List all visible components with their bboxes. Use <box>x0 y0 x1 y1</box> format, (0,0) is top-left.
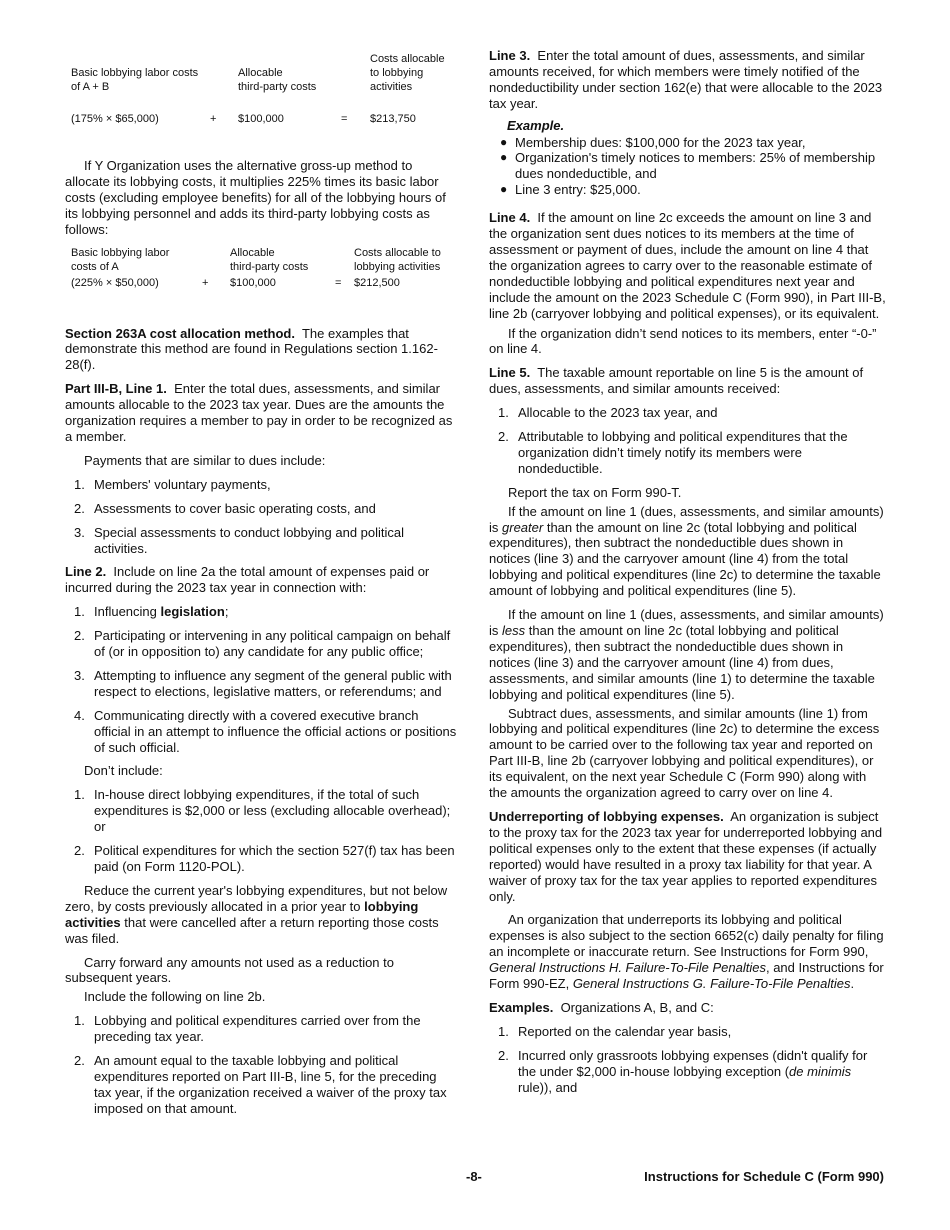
list-item: 4. Communicating directly with a covered executive branch official in an attempt to influence the official actions or positions of such official. <box>74 707 457 755</box>
example-heading: Example. <box>507 117 565 133</box>
greater-paragraph: If the amount on line 1 (dues, assessments, and similar amounts) is greater than the amount on line 2c (total lobbying and political expenditures), then subtract the nondeductible dues shown in notices (line 3) and the carryover amount (line 4) from the total lobbying and political expenditures (line 2c) to determine the taxable amount of lobbying and political expenditures (line 5). <box>489 503 884 599</box>
list-item: 1. In-house direct lobbying expenditures, if the total of such expenditures is $2,000 or less (excluding allocable overhead); or <box>74 787 451 835</box>
section-263a-paragraph <box>65 326 457 374</box>
list-item: ● Line 3 entry: $25,000. <box>500 182 641 198</box>
list-item: 1. Members' voluntary payments, <box>74 476 271 492</box>
table2-col1-line2: costs of A <box>71 260 119 273</box>
cost-table-2 <box>65 246 457 306</box>
line4-heading: Line 4. <box>489 210 531 226</box>
line2-paragraph <box>65 564 457 596</box>
table1-col3-line2: to lobbying <box>370 67 424 79</box>
list-item: 2. An amount equal to the taxable lobbying and political expenditures reported on Part III-B, line 5, for the preceding tax year, if the organization received a waiver of the proxy tax imposed on that amount. <box>74 1053 447 1116</box>
examples-heading: Examples. <box>489 999 554 1015</box>
list-item: 2. Assessments to cover basic operating costs, and <box>74 500 376 516</box>
table1-col1-line2: of A + B <box>71 81 110 93</box>
list-item: 3. Attempting to influence any segment of the general public with respect to elections, legislative matters, or referendums; and <box>74 667 452 699</box>
table1-value-3: $213,750 <box>370 113 416 125</box>
line2-heading: Line 2. <box>65 564 107 580</box>
underreporting-paragraph <box>489 809 887 904</box>
table2-col2-line2: third-party costs <box>230 260 309 273</box>
include-list <box>65 1013 457 1116</box>
examples-body: Organizations A, B, and C: <box>560 999 714 1015</box>
table2-col1-line1: Basic lobbying labor <box>71 246 170 259</box>
table2-col3-line1: Costs allocable to <box>354 246 441 259</box>
table2-col2-line1: Allocable <box>230 246 275 259</box>
table1-value-2: $100,000 <box>238 113 284 125</box>
report-tax-text: Report the tax on Form 990-T. <box>508 484 682 500</box>
underreporting-body: An organization is subject to the proxy tax for the 2023 tax year for underreported lobbying and political expenses only to the extent that these expenses (if actually reported) would have resulted in a proxy tax liability for that year. A waiver of proxy tax for the tax year applies to reported expenditures only. <box>489 808 883 904</box>
underreporting-heading: Underreporting of lobbying expenses. <box>489 808 724 824</box>
section-263a-body: The examples that demonstrate this method are found in Regulations section 1.162-28(f). <box>65 325 438 373</box>
section-263a-heading: Section 263A cost allocation method. <box>65 325 295 341</box>
list-item: 2. Participating or intervening in any political campaign on behalf of (or in opposition to) any candidate for any public office; <box>74 628 451 660</box>
subtract-paragraph: Subtract dues, assessments, and similar amounts (line 1) from lobbying and political expenditures (line 2c) to determine the excess amount to be carried over to the following tax year and reported on Part III-B, line 2b (carryover lobbying and political expenditures), or its equivalent, on the next year Schedule C (Form 990) along with the amounts the organization agreed to carry over on line 4. <box>489 705 880 801</box>
penalty-paragraph: An organization that underreports its lobbying and political expenses is also subject to the section 6652(c) daily penalty for filing an incomplete or inaccurate return. See Instructions for Form 990, General Instructions H. Failure-To-File Penalties, and Instructions for Form 990-EZ, General Instructions G. Failure-To-File Penalties. <box>489 912 884 992</box>
line5-heading: Line 5. <box>489 365 531 381</box>
table1-col2-line1: Allocable <box>238 67 283 79</box>
line1-paragraph <box>65 381 457 445</box>
list-item: ● Membership dues: $100,000 for the 2023 tax year, <box>500 134 806 150</box>
table2-col3-line2: lobbying activities <box>354 260 441 273</box>
right-column <box>489 48 887 1103</box>
line5-body: The taxable amount reportable on line 5 is the amount of dues, assessments, and similar amounts received: <box>489 365 864 397</box>
table1-equals: = <box>341 113 348 125</box>
table2-plus: + <box>202 276 209 289</box>
examples-list <box>489 1024 887 1096</box>
table1-plus: + <box>210 113 217 125</box>
list-item: 1. Reported on the calendar year basis, <box>498 1023 732 1039</box>
table2-value-3: $212,500 <box>354 276 400 289</box>
line5-list <box>489 405 887 477</box>
examples-paragraph <box>489 1000 887 1016</box>
table2-value-2: $100,000 <box>230 276 276 289</box>
table1-col3-line3: activities <box>370 81 413 93</box>
table1-col3-line1: Costs allocable <box>370 53 445 65</box>
line1-body: Enter the total dues, assessments, and similar amounts allocable to the 2023 tax year. Dues are the amounts the organization requires a member to pay in order to be recognized as a member. <box>65 381 453 444</box>
line4-paragraph <box>489 210 887 321</box>
y-organization-paragraph: If Y Organization uses the alternative gross-up method to allocate its lobbying costs, it multiplies 225% times its basic labor costs (excluding employee benefits) for all of the lobbying hours of its lobbying personnel and adds its third-party lobbying costs as follows: <box>65 158 446 237</box>
line3-heading: Line 3. <box>489 48 531 63</box>
line5-paragraph <box>489 365 887 397</box>
table1-value-1: (175% × $65,000) <box>71 113 159 125</box>
carry-forward-paragraph: Carry forward any amounts not used as a reduction to subsequent years. <box>65 954 394 986</box>
line4-body: If the amount on line 2c exceeds the amount on line 3 and the organization sent dues notices to its members at the time of assessment or payment of dues, include the amount on line 4 that the organization agrees to carry over to the reasonable estimate of nondeductible lobbying and political expenditures next year and include the amount on the 2023 Schedule C (Form 990), in Part III-B, line 2b (carryover lobbying and political expenses), or its equivalent. <box>489 210 886 321</box>
table2-equals: = <box>335 276 342 289</box>
line2-body: Include on line 2a the total amount of expenses paid or incurred during the 2023 tax year in connection with: <box>65 564 430 596</box>
example-bullets <box>489 135 887 199</box>
list-item: 2. Political expenditures for which the section 527(f) tax has been paid (on Form 1120-POL). <box>74 843 455 874</box>
line4-no-notice-text: If the organization didn’t send notices to its members, enter “-0-” on line 4. <box>489 325 877 357</box>
reduce-paragraph: Reduce the current year's lobbying expenditures, but not below zero, by costs previously allocated in a prior year to lobbying activities that were cancelled after a return reporting those costs was filed. <box>65 882 448 946</box>
line1-heading: Part III-B, Line 1. <box>65 381 167 397</box>
similar-payments-text: Payments that are similar to dues include: <box>84 452 326 468</box>
line3-paragraph <box>489 48 887 112</box>
list-item: 2. Attributable to lobbying and political expenditures that the organization didn’t timely notify its members were nondeductible. <box>498 429 848 476</box>
footer-title: Instructions for Schedule C (Form 990) <box>644 1169 884 1184</box>
line2-list <box>65 604 457 755</box>
dont-include-list <box>65 787 457 875</box>
list-item: 2. Incurred only grassroots lobbying expenses (didn't qualify for the under $2,000 in-house lobbying exception (de minimis rule)), and <box>498 1047 868 1095</box>
list-item: 1. Influencing legislation; <box>74 604 229 620</box>
list-item: 3. Special assessments to conduct lobbying and political activities. <box>74 524 405 556</box>
list-item: 1. Allocable to the 2023 tax year, and <box>498 405 718 421</box>
table2-value-1: (225% × $50,000) <box>71 276 159 289</box>
table1-col1-line1: Basic lobbying labor costs <box>71 67 199 79</box>
table1-col2-line2: third-party costs <box>238 81 317 93</box>
less-paragraph: If the amount on line 1 (dues, assessments, and similar amounts) is less than the amount on line 2c (total lobbying and political expenditures), then subtract the nondeductible dues shown in notices (line 3) and the carryover amount (line 4) from dues, assessments, and similar amounts (line 1) to determine the taxable lobbying and political expenditures (line 5). <box>489 607 884 702</box>
dues-list <box>65 477 457 557</box>
list-item: 1. Lobbying and political expenditures carried over from the preceding tax year. <box>74 1013 421 1045</box>
left-column <box>65 48 457 1125</box>
list-item: ● Organization's timely notices to members: 25% of membership dues nondeductible, and <box>500 150 876 182</box>
page-number: -8- <box>466 1169 482 1184</box>
include-line-2b-text: Include the following on line 2b. <box>84 989 266 1005</box>
cost-table-1 <box>65 49 457 144</box>
dont-include-text: Don’t include: <box>84 763 163 779</box>
line3-body: Enter the total amount of dues, assessments, and similar amounts received, for which members were timely notified of the nondeductibility under section 162(e) that were allocable to the 2023 tax year. <box>489 48 883 111</box>
